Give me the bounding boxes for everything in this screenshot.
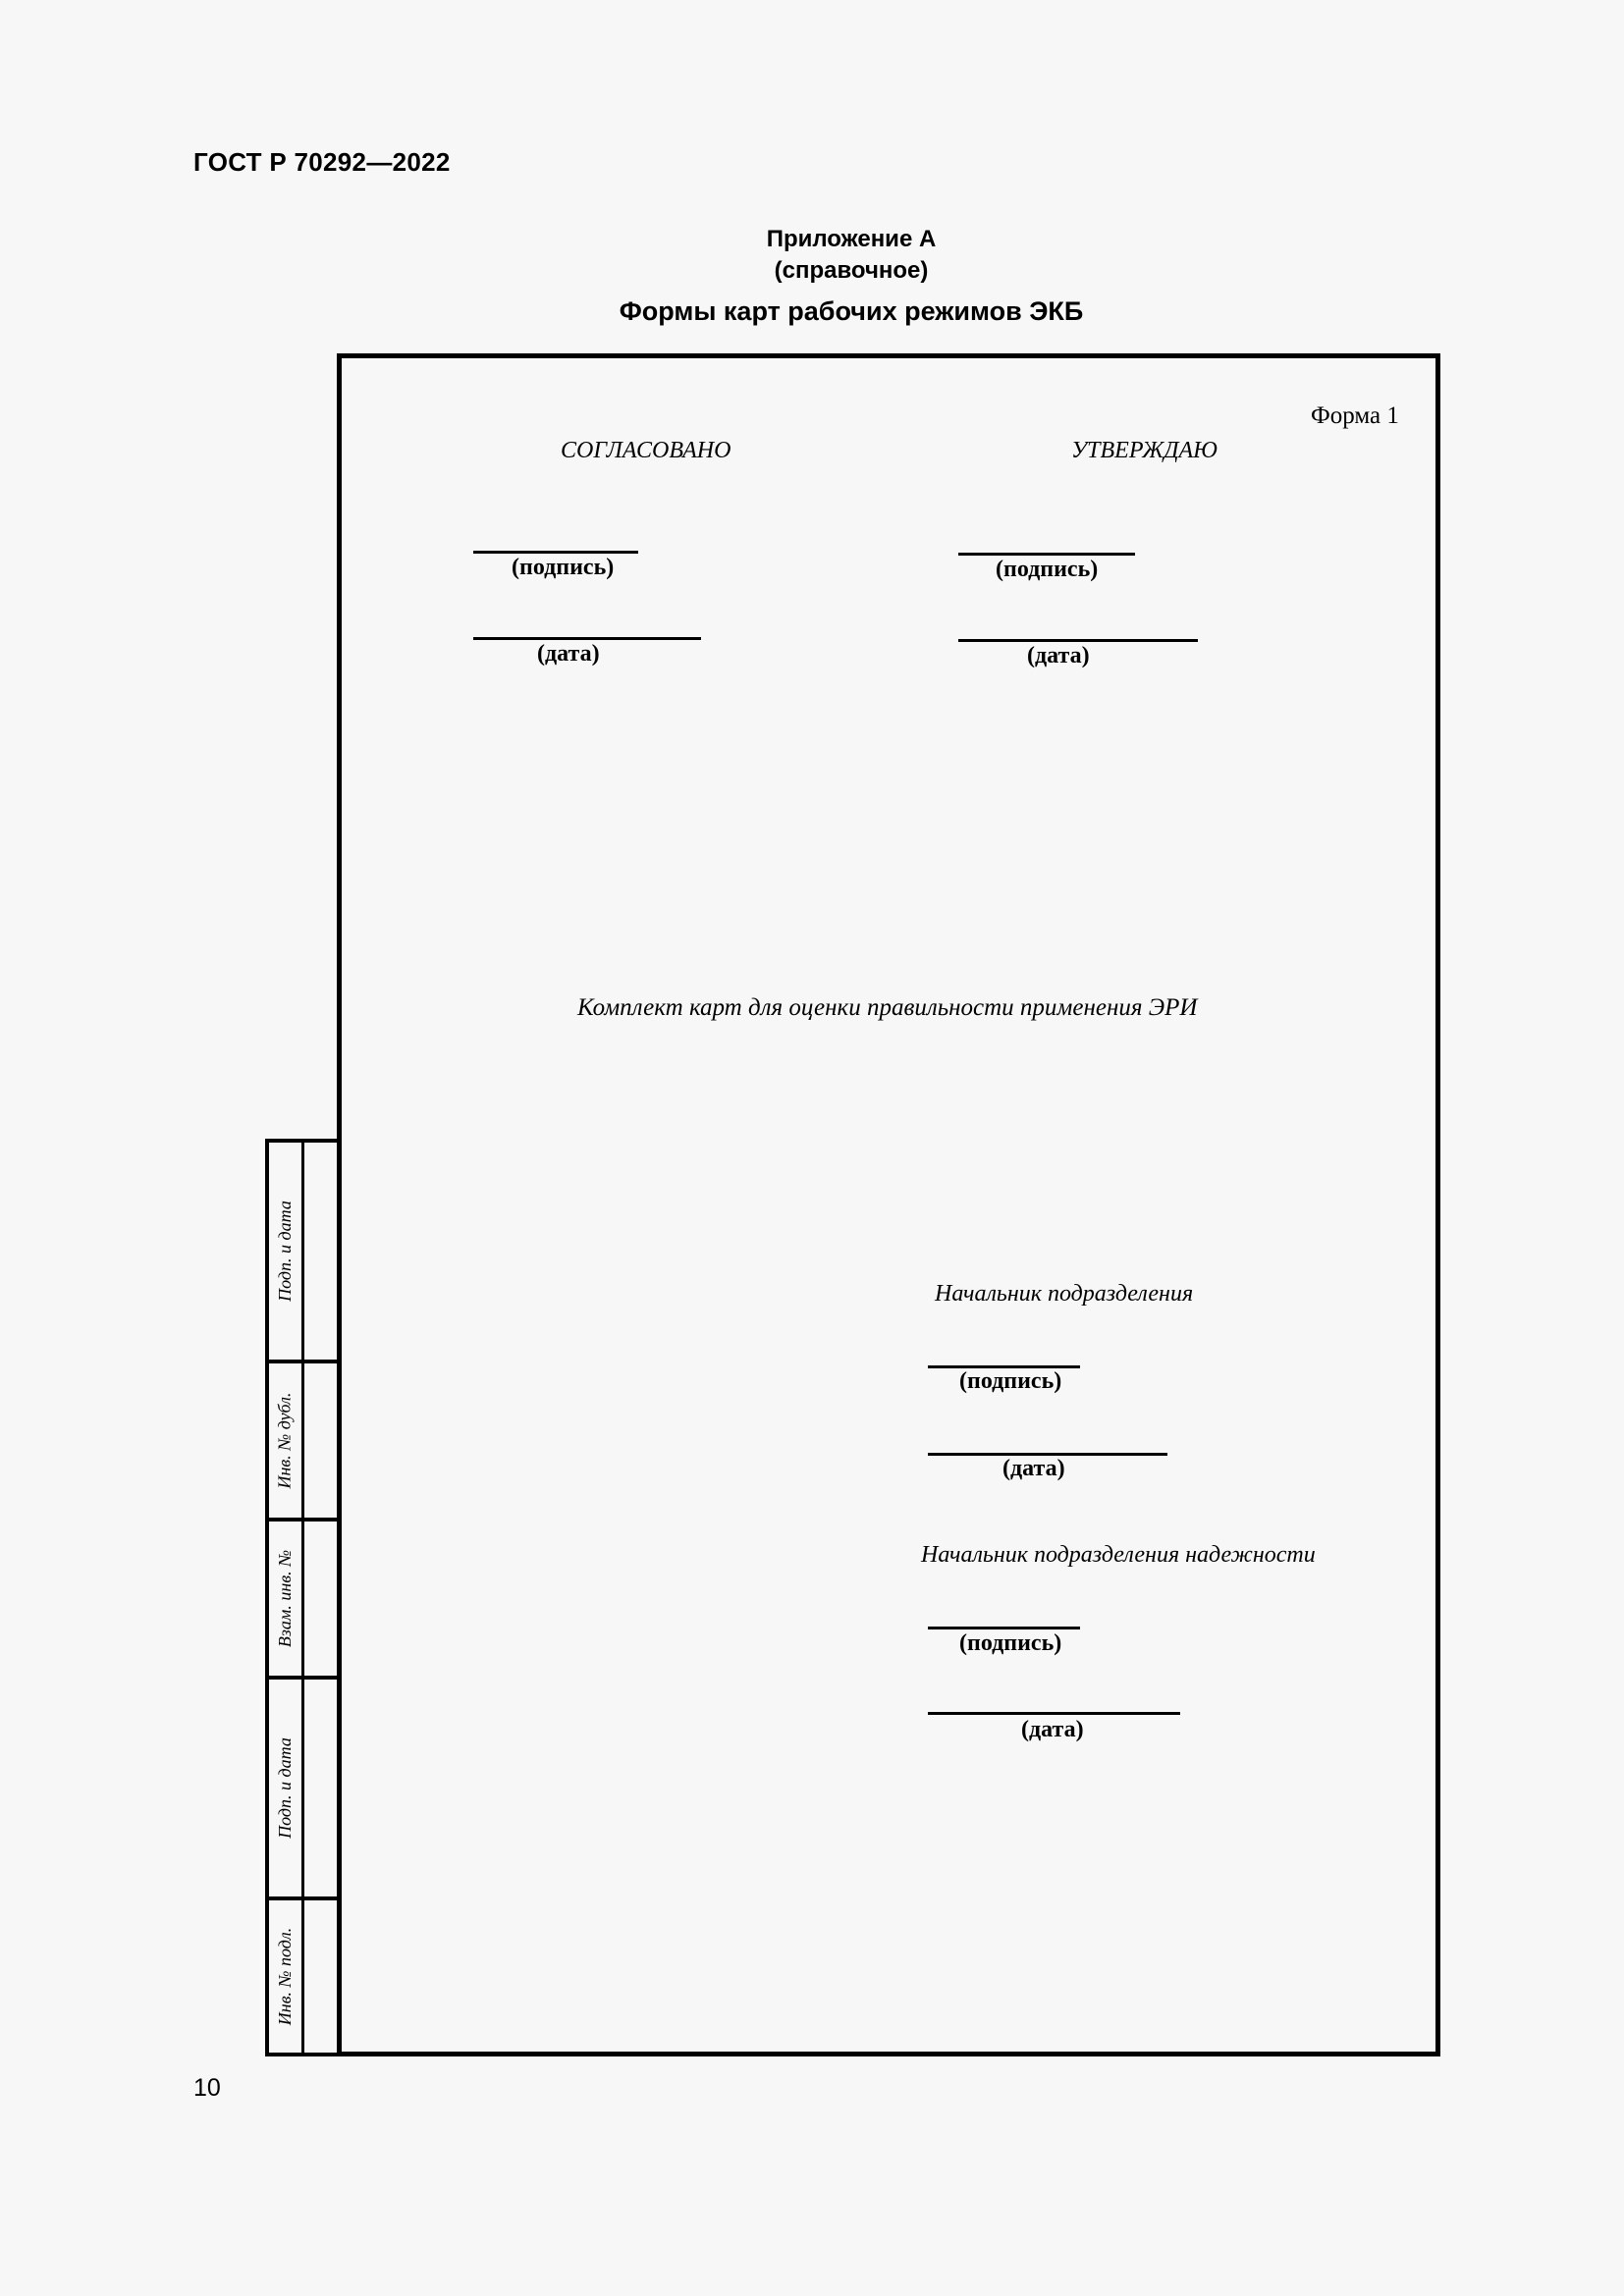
- form-frame: [337, 353, 1440, 2056]
- side-stamp-label: Инв. № дубл.: [275, 1392, 295, 1489]
- approval-left-heading: СОГЛАСОВАНО: [561, 438, 731, 463]
- approval-left-date-caption: (дата): [537, 641, 600, 667]
- approval-right-signature-line: [958, 553, 1135, 556]
- signatory-2-signature-line: [928, 1627, 1080, 1629]
- approval-right-date-caption: (дата): [1027, 643, 1090, 668]
- form-number: Форма 1: [1311, 402, 1399, 429]
- signatory-2-date-caption: (дата): [1021, 1717, 1084, 1742]
- signatory-2-role: Начальник подразделения надежности: [921, 1542, 1316, 1568]
- side-stamp-cell: [265, 1518, 339, 1680]
- side-stamp-cell: [265, 1139, 339, 1363]
- signatory-1-role: Начальник подразделения: [935, 1281, 1194, 1307]
- side-stamp-label: Подп. и дата: [275, 1201, 296, 1302]
- annex-title: Формы карт рабочих режимов ЭКБ: [619, 296, 1084, 326]
- side-stamp-label: Взам. инв. №: [275, 1549, 296, 1648]
- side-stamp-cell: [265, 1676, 339, 1900]
- page-number: 10: [193, 2074, 221, 2102]
- signatory-2-date-line: [928, 1712, 1180, 1715]
- side-stamp-cell: [265, 1896, 339, 2056]
- signatory-1-date-caption: (дата): [1002, 1456, 1065, 1481]
- annex-label: Приложение А: [766, 226, 937, 252]
- annex-kind: (справочное): [774, 257, 929, 284]
- approval-right-date-line: [958, 639, 1198, 642]
- side-stamp-label: Подп. и дата: [275, 1737, 296, 1839]
- kit-title: Комплект карт для оценки правильности применения ЭРИ: [577, 994, 1198, 1021]
- side-stamp-label: Инв. № подл.: [275, 1927, 295, 2026]
- signatory-2-signature-caption: (подпись): [959, 1630, 1062, 1656]
- approval-left-date-line: [473, 637, 701, 640]
- approval-right-signature-caption: (подпись): [996, 557, 1099, 582]
- side-stamp-cell: [265, 1360, 339, 1522]
- standard-code: ГОСТ Р 70292—2022: [193, 147, 451, 177]
- approval-left-signature-caption: (подпись): [512, 555, 615, 580]
- approval-right-heading: УТВЕРЖДАЮ: [1071, 438, 1218, 463]
- approval-left-signature-line: [473, 551, 638, 554]
- signatory-1-signature-caption: (подпись): [959, 1368, 1062, 1394]
